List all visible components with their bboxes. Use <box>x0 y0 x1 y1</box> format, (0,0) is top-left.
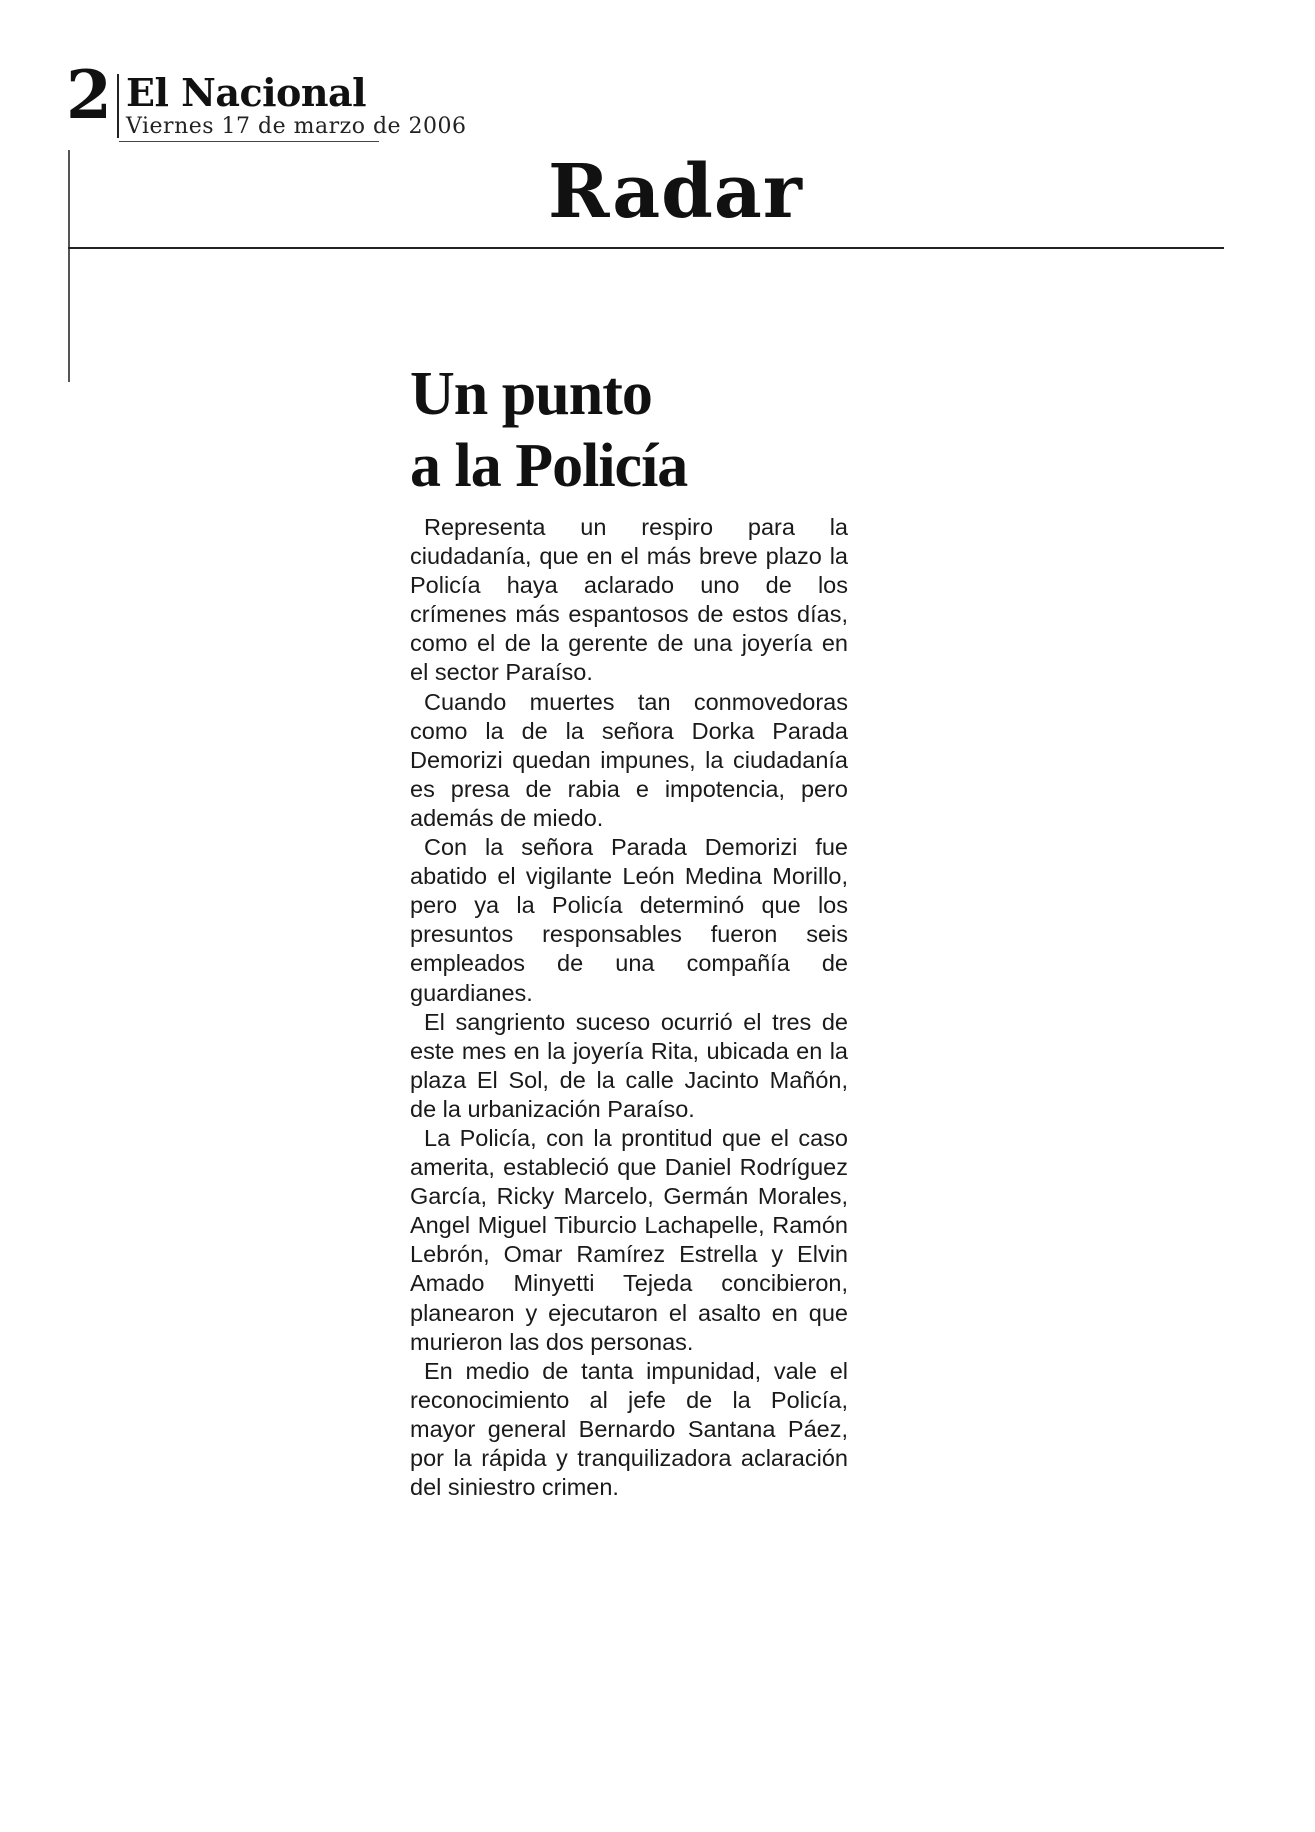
headline-line-2: a la Policía <box>410 432 688 500</box>
article-paragraph: Representa un respiro para la ciudadanía, que en el más breve plazo la Policía haya aclarado uno de los crímenes más espantosos de estos días, como el de la gerente de una joyería en el sector Paraíso. <box>410 514 848 686</box>
masthead-underline <box>119 141 379 142</box>
article-body <box>410 513 848 1502</box>
left-margin-rule <box>68 150 70 382</box>
publication-date: Viernes 17 de marzo de 2006 <box>126 114 467 139</box>
page-number: 2 <box>66 56 112 134</box>
section-title: Radar <box>548 149 803 235</box>
article-paragraph: Cuando muertes tan conmovedoras como la de la señora Dorka Parada Demorizi quedan impunes, la ciudadanía es presa de rabia e impotencia, pero además de miedo. <box>410 688 848 831</box>
article-headline <box>410 358 910 502</box>
article-paragraph: La Policía, con la prontitud que el caso amerita, estableció que Daniel Rodríguez García, Ricky Marcelo, Germán Morales, Angel Miguel Tiburcio Lachapelle, Ramón Lebrón, Omar Ramírez Estrella y Elvin Amado Minyetti Tejeda concibieron, planearon y ejecutaron el asalto en que murieron las dos personas. <box>410 1124 848 1355</box>
article-paragraph: En medio de tanta impunidad, vale el reconocimiento al jefe de la Policía, mayor general Bernardo Santana Páez, por la rápida y tranquilizadora aclaración del siniestro crimen. <box>410 1357 848 1501</box>
newspaper-name: El Nacional <box>126 70 367 115</box>
article-paragraph: Con la señora Parada Demorizi fue abatido el vigilante León Medina Morillo, pero ya la Policía determinó que los presuntos responsables fueron seis empleados de una compañía de guardianes. <box>410 834 848 1006</box>
section-rule <box>68 247 1224 249</box>
masthead-divider <box>117 74 119 138</box>
article-paragraph: El sangriento suceso ocurrió el tres de este mes en la joyería Rita, ubicada en la plaza El Sol, de la calle Jacinto Mañón, de la urbanización Paraíso. <box>410 1008 848 1122</box>
headline-line-1: Un punto <box>410 360 652 428</box>
